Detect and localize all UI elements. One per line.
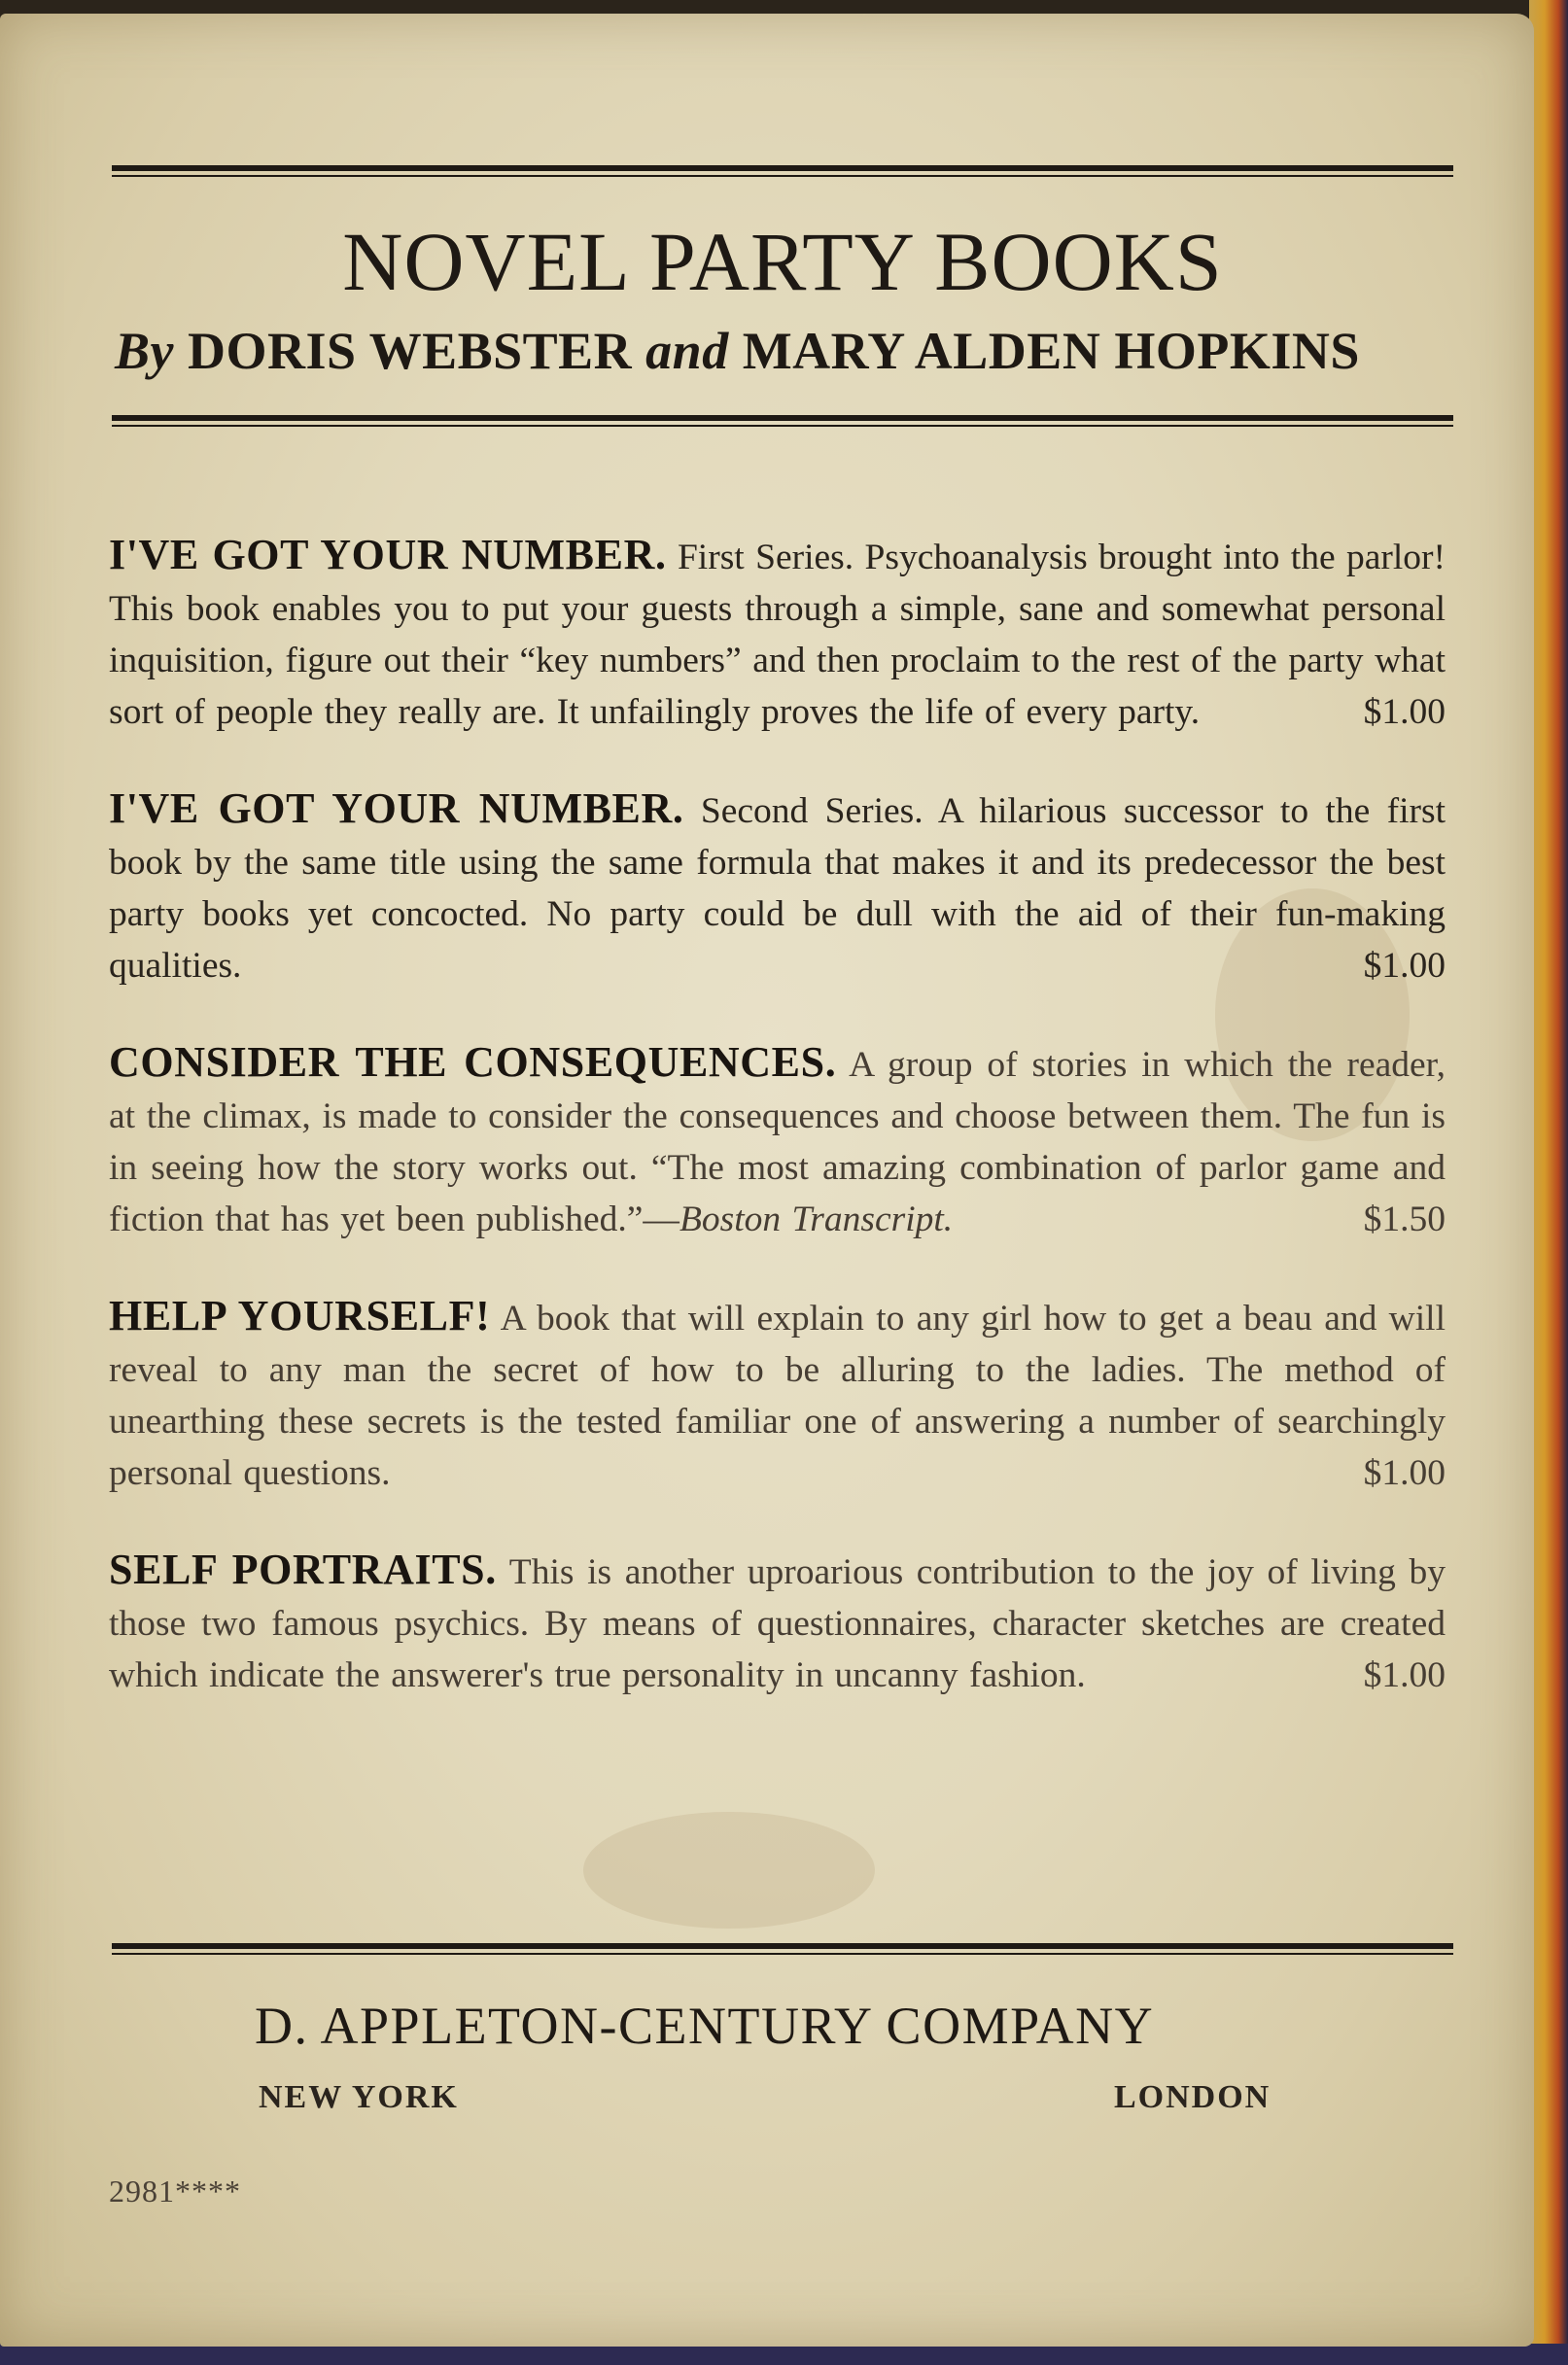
publisher-city-london: LONDON (1114, 2079, 1272, 2115)
book-description: A group of stories in which the reader, at the climax, is made to consider the consequences and choose between them. The fun is in seeing how the story works out. “The most amazing combination of parlor game and fiction that has yet been published.”— (109, 1045, 1446, 1239)
book-entry-number-first-series (109, 529, 1446, 738)
book-price: $1.00 (1363, 1655, 1446, 1695)
byline-by: By (115, 322, 174, 380)
book-price: $1.00 (1363, 692, 1446, 732)
book-title: HELP YOURSELF! (109, 1292, 491, 1339)
book-entry-consider-consequences (109, 1036, 1446, 1245)
double-rule-top (112, 165, 1453, 179)
book-entry-self-portraits (109, 1544, 1446, 1701)
authors-line (115, 322, 1456, 380)
book-price: $1.50 (1363, 1200, 1446, 1239)
publisher-name: D. APPLETON-CENTURY COMPANY (255, 1997, 1155, 2055)
author-doris-webster: DORIS WEBSTER (188, 322, 633, 380)
book-description: First Series. Psychoanalysis brought into the parlor! This book enables you to put your guests through a simple, sane and somewhat personal inquisition, figure out their “key numbers” and then proclaim to the rest of the party what sort of people they really are. It unfailingly proves the life of every party. (109, 538, 1446, 732)
double-rule-bottom (112, 1943, 1453, 1957)
bottom-edge (0, 2344, 1568, 2365)
series-title: NOVEL PARTY BOOKS (342, 215, 1223, 308)
book-title: I'VE GOT YOUR NUMBER. (109, 531, 667, 578)
book-description: This is another uproarious contribution to the joy of living by those two famous psychics. By means of questionnaires, character sketches are created which indicate the answerer's true personality in uncanny fashion. (109, 1552, 1446, 1695)
byline-and: and (645, 322, 729, 380)
book-list (109, 529, 1446, 1746)
book-description: A book that will explain to any girl how to get a beau and will reveal to any man the secret of how to be alluring to the ladies. The method of unearthing these secrets is the tested familiar one of answering a number of searchingly personal questions. (109, 1299, 1446, 1493)
book-title: CONSIDER THE CONSEQUENCES. (109, 1038, 837, 1086)
age-stain (583, 1812, 875, 1929)
book-price: $1.00 (1363, 946, 1446, 986)
book-title: I'VE GOT YOUR NUMBER. (109, 784, 684, 832)
book-entry-number-second-series (109, 783, 1446, 991)
book-price: $1.00 (1363, 1453, 1446, 1493)
book-quote-source: Boston Transcript. (679, 1200, 954, 1239)
dust-jacket-back (0, 14, 1534, 2347)
double-rule-middle (112, 415, 1453, 429)
publisher-city-new-york: NEW YORK (259, 2079, 459, 2115)
book-entry-help-yourself (109, 1290, 1446, 1499)
spine-edge (1529, 0, 1568, 2365)
catalog-code: 2981**** (109, 2174, 241, 2208)
author-mary-alden-hopkins: MARY ALDEN HOPKINS (742, 322, 1360, 380)
book-description: Second Series. A hilarious successor to the first book by the same title using the same formula that makes it and its predecessor the best party books yet concocted. No party could be dull with the aid of their fun-making qualities. (109, 791, 1446, 986)
book-title: SELF PORTRAITS. (109, 1546, 497, 1593)
